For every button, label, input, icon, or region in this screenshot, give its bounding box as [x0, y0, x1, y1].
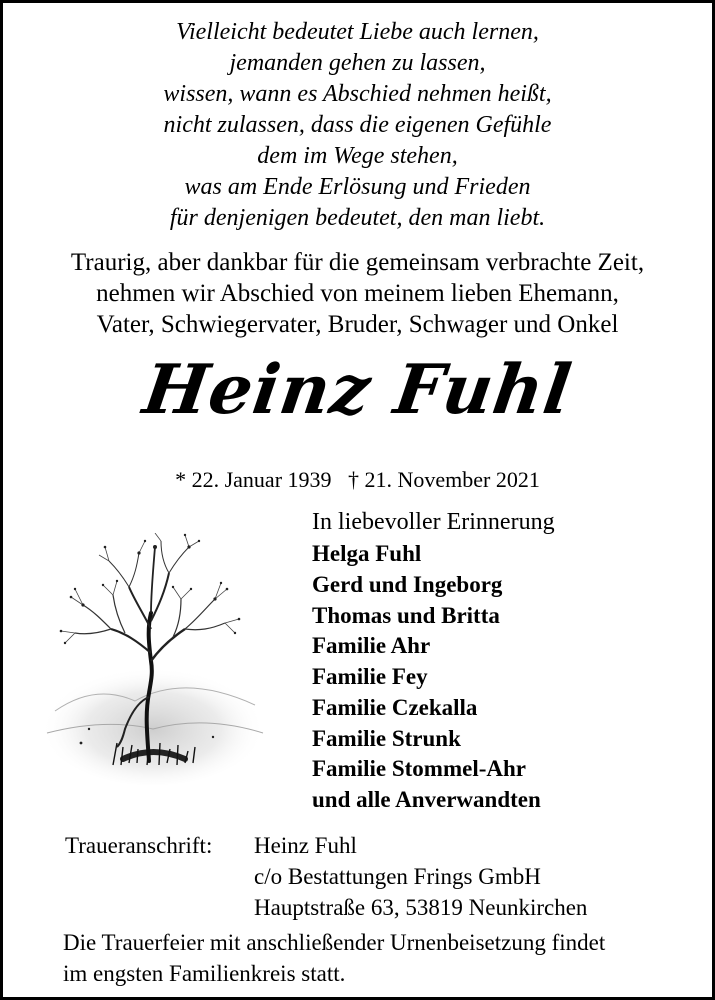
family-member: Familie Fey [312, 664, 428, 689]
family-member: Helga Fuhl [312, 541, 422, 566]
poem-line: was am Ende Erlösung und Frieden [184, 174, 531, 200]
deceased-name: Heinz Fuhl [138, 350, 577, 430]
family-member: Familie Czekalla [312, 694, 478, 720]
family-member: und alle Anverwandten [312, 787, 541, 812]
funeral-notice [63, 927, 605, 989]
address-lines [254, 830, 587, 923]
intro-line: nehmen wir Abschied von meinem lieben Ehemann, [96, 280, 619, 307]
family-member: Familie Ahr [312, 633, 431, 659]
poem-line: wissen, wann es Abschied nehmen heißt, [163, 81, 552, 107]
poem-line: für denjenigen bedeutet, den man liebt. [169, 205, 546, 231]
closing-line: im engsten Familienkreis statt. [63, 961, 346, 986]
death-date: † 21. November 2021 [348, 467, 540, 492]
poem-line: jemanden gehen zu lassen, [229, 50, 486, 76]
family-list [312, 507, 555, 816]
family-member: Familie Strunk [312, 725, 461, 751]
poem-line: dem im Wege stehen, [257, 143, 458, 169]
poem [3, 17, 712, 234]
closing-line: Die Trauerfeier mit anschließender Urnenbeisetzung findet [63, 930, 606, 955]
intro-line: Traurig, aber dankbar für die gemeinsam verbrachte Zeit, [70, 249, 645, 276]
address-line: c/o Bestattungen Frings GmbH [254, 864, 541, 889]
family-member: Gerd und Ingeborg [312, 571, 503, 597]
address-line: Heinz Fuhl [254, 833, 357, 858]
birth-date: * 22. Januar 1939 [175, 467, 332, 492]
tree-illustration [35, 533, 271, 795]
life-dates [3, 465, 712, 495]
intro-text [3, 247, 712, 340]
address-line: Hauptstraße 63, 53819 Neunkirchen [254, 895, 588, 920]
family-member: Familie Stommel-Ahr [312, 756, 526, 782]
poem-line: nicht zulassen, dass die eigenen Gefühle [163, 112, 552, 138]
family-lead: In liebevoller Erinnerung [312, 509, 555, 535]
address-label: Traueranschrift: [65, 833, 213, 858]
intro-line: Vater, Schwiegervater, Bruder, Schwager und Onkel [96, 311, 619, 338]
poem-line: Vielleicht bedeutet Liebe auch lernen, [176, 19, 539, 45]
family-member: Thomas und Britta [312, 602, 500, 628]
